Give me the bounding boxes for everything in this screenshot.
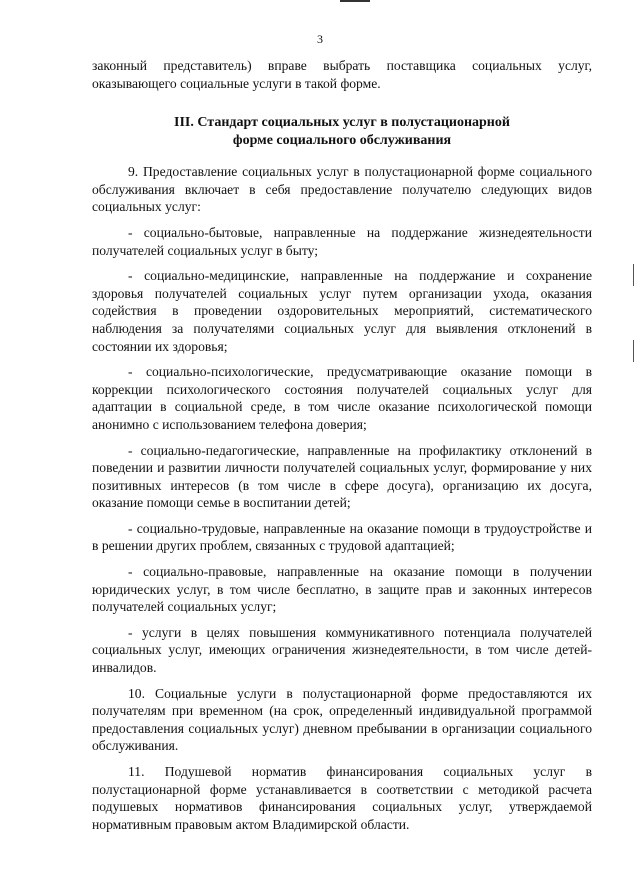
list-item-social-household: - социально-бытовые, направленные на поддержание жизнедеятельности получателей социальных услуг в быту;	[92, 224, 592, 258]
page-number: 3	[317, 32, 323, 46]
list-item-social-psychological: - социально-психологические, предусматривающие оказание помощи в коррекции психологического состояния получателей социальных услуг для адаптации в социальной среде, в том числе оказание психологической помощи анонимно с использованием телефона доверия;	[92, 364, 592, 432]
section-heading	[92, 114, 592, 150]
intro-paragraph: законный представитель) вправе выбрать поставщика социальных услуг, оказывающего социальные услуги в такой форме.	[92, 58, 592, 91]
paragraph-item-10: 10. Социальные услуги в полустационарной форме предоставляются их получателям при временном (на срок, определенный индивидуальной программой предоставления социальных услуг) дневном пребывании в организации социального обслуживания.	[92, 685, 592, 754]
scan-edge-mark	[340, 0, 370, 2]
scan-margin-mark	[633, 340, 634, 362]
paragraph-item-9: 9. Предоставление социальных услуг в полустационарной форме социального обслуживания включает в себя предоставление получателю следующих видов социальных услуг:	[92, 164, 592, 215]
section-heading-line: форме социального обслуживания	[232, 133, 452, 149]
paragraph-item-11: 11. Подушевой норматив финансирования социальных услуг в полустационарной форме устанавливается в соответствии с методикой расчета подушевых нормативов финансирования социальных услуг, утверждаемой нормативным правовым актом Владимирской области.	[92, 764, 592, 832]
list-item-social-labor: - социально-трудовые, направленные на оказание помощи в трудоустройстве и в решении других проблем, связанных с трудовой адаптацией;	[92, 520, 592, 554]
list-item-social-pedagogical: - социально-педагогические, направленные на профилактику отклонений в поведении и развитии личности получателей социальных услуг, формирование у них позитивных интересов (в том числе в сфере досуга), организацию их досуга, оказание помощи семье в воспитании детей;	[92, 442, 592, 511]
section-heading-line: III. Стандарт социальных услуг в полустационарной	[174, 115, 510, 131]
document-body	[92, 57, 592, 841]
list-item-communicative: - услуги в целях повышения коммуникативного потенциала получателей социальных услуг, имеющих ограничения жизнедеятельности, в том числе детей-инвалидов.	[92, 624, 592, 676]
scan-margin-mark	[633, 264, 634, 286]
list-item-social-medical: - социально-медицинские, направленные на поддержание и сохранение здоровья получателей социальных услуг путем организации ухода, оказания содействия в проведении оздоровительных мероприятий, систематического наблюдения за получателями социальных услуг для выявления отклонений в состоянии их здоровья;	[92, 268, 592, 354]
list-item-social-legal: - социально-правовые, направленные на оказание помощи в получении юридических услуг, в том числе бесплатно, в защите прав и законных интересов получателей социальных услуг;	[92, 564, 592, 615]
